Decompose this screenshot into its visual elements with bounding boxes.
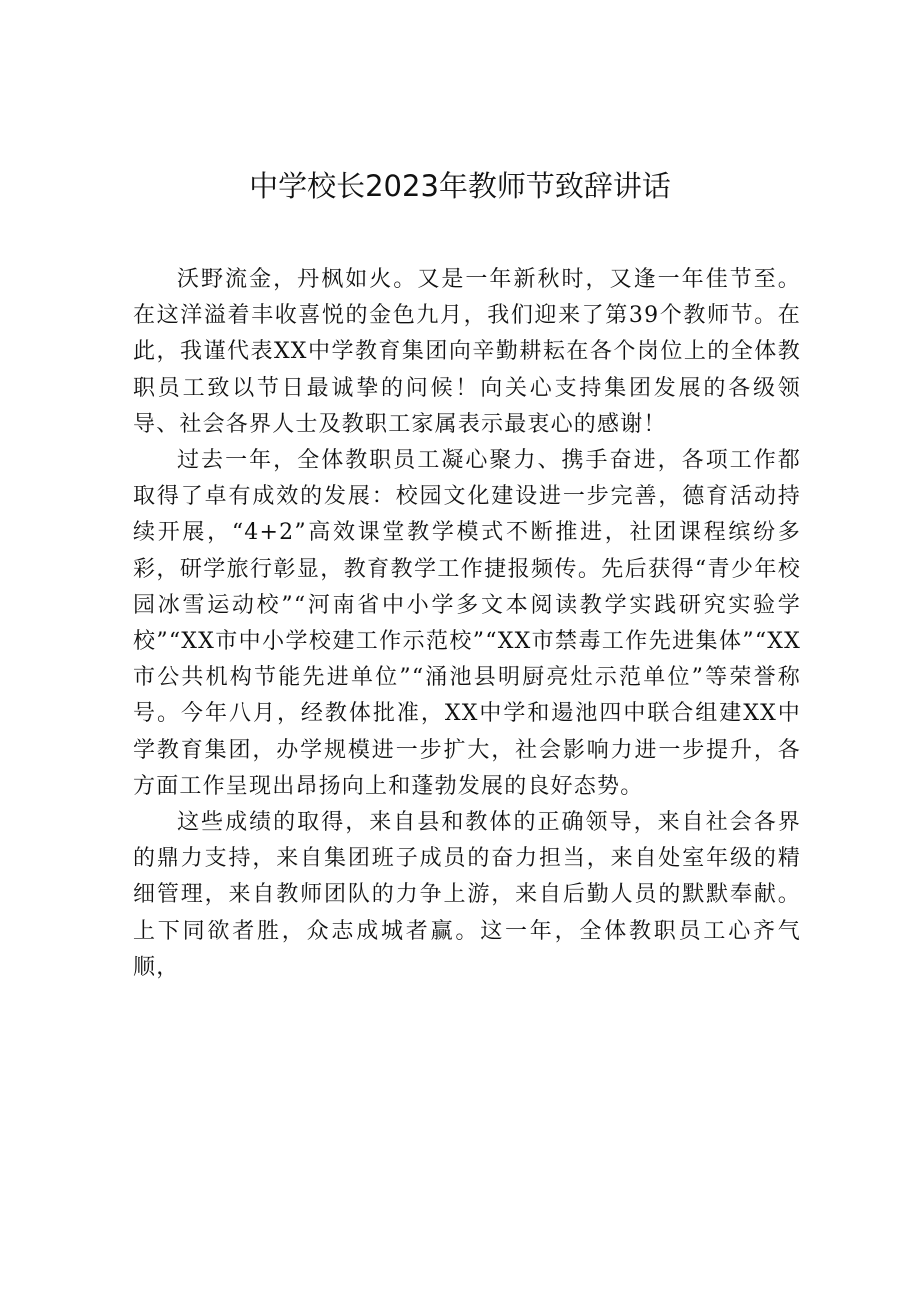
paragraph-greeting: 沃野流金，丹枫如火。又是一年新秋时，又逢一年佳节至。在这洋溢着丰收喜悦的金色九月，我们迎来了第39个教师节。在此，我谨代表XX中学教育集团向辛勤耕耘在各个岗位上的全体教职员工致以节日最诚挚的问候！向关心支持集团发展的各级领导、社会各界人士及教职工家属表示最衷心的感谢！ xyxy=(133,267,801,437)
document-title: 中学校长2023年教师节致辞讲话 xyxy=(249,169,671,203)
document-body xyxy=(133,262,801,986)
paragraph-acknowledgements: 这些成绩的取得，来自县和教体的正确领导，来自社会各界的鼎力支持，来自集团班子成员的奋力担当，来自处室年级的精细管理，来自教师团队的力争上游，来自后勤人员的默默奉献。上下同欲者胜，众志成城者赢。这一年，全体教职员工心齐气顺， xyxy=(133,810,801,980)
paragraph-achievements: 过去一年，全体教职员工凝心聚力、携手奋进，各项工作都取得了卓有成效的发展：校园文化建设进一步完善，德育活动持续开展，“4+2”高效课堂教学模式不断推进，社团课程缤纷多彩，研学旅行彰显，教育教学工作捷报频传。先后获得“青少年校园冰雪运动校”“河南省中小学多文本阅读教学实践研究实验学校”“XX市中小学校建工作示范校”“XX市禁毒工作先进集体”“XX市公共机构节能先进单位”“涌池县明厨亮灶示范单位”等荣誉称号。今年八月，经教体批准，XX中学和逿池四中联合组建XX中学教育集团，办学规模进一步扩大，社会影响力进一步提升，各方面工作呈现出昂扬向上和蓬勃发展的良好态势。 xyxy=(133,448,801,799)
